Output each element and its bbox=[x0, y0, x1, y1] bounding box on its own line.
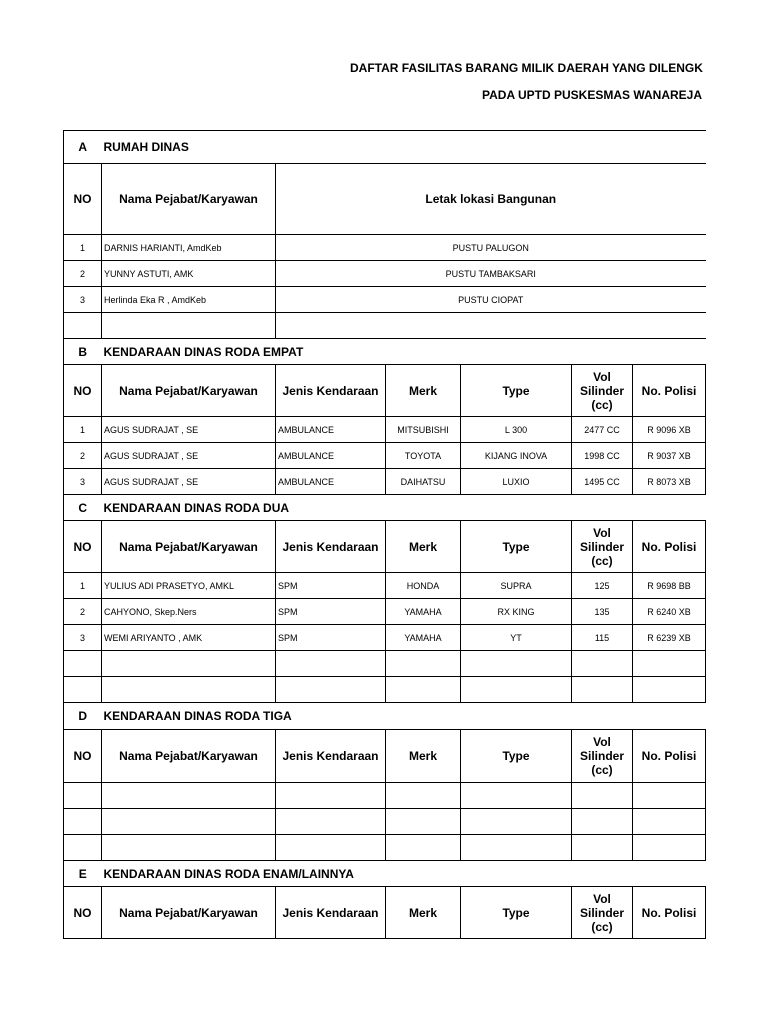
cell-merk: MITSUBISHI bbox=[386, 417, 461, 443]
cell-no: 1 bbox=[64, 235, 102, 261]
table-row-empty bbox=[64, 809, 706, 835]
column-header-row bbox=[64, 164, 706, 235]
section-code: B bbox=[64, 339, 102, 365]
cell-jenis: SPM bbox=[276, 573, 386, 599]
cell-nama: AGUS SUDRAJAT , SE bbox=[102, 443, 276, 469]
col-type: Type bbox=[461, 730, 572, 783]
col-jenis: Jenis Kendaraan bbox=[276, 365, 386, 417]
section-b-header bbox=[64, 339, 706, 365]
cell-vol: 2477 CC bbox=[572, 417, 633, 443]
cell-lokasi: PUSTU PALUGON bbox=[276, 235, 706, 261]
col-jenis: Jenis Kendaraan bbox=[276, 887, 386, 939]
cell-polisi: R 6240 XB bbox=[633, 599, 706, 625]
cell-vol: 1998 CC bbox=[572, 443, 633, 469]
col-vol: Vol Silinder (cc) bbox=[572, 365, 633, 417]
cell-polisi: R 8073 XB bbox=[633, 469, 706, 495]
col-nama: Nama Pejabat/Karyawan bbox=[102, 521, 276, 573]
cell-type: RX KING bbox=[461, 599, 572, 625]
cell-type: L 300 bbox=[461, 417, 572, 443]
cell-no: 2 bbox=[64, 443, 102, 469]
col-polisi: No. Polisi bbox=[633, 730, 706, 783]
cell-jenis: SPM bbox=[276, 625, 386, 651]
col-vol: Vol Silinder (cc) bbox=[572, 730, 633, 783]
col-jenis: Jenis Kendaraan bbox=[276, 521, 386, 573]
table-row bbox=[64, 573, 706, 599]
section-a-header bbox=[64, 131, 706, 164]
table-row bbox=[64, 625, 706, 651]
column-header-row bbox=[64, 887, 706, 939]
section-code: E bbox=[64, 861, 102, 887]
table-row-empty bbox=[64, 313, 706, 339]
cell-vol: 135 bbox=[572, 599, 633, 625]
cell-type: LUXIO bbox=[461, 469, 572, 495]
col-merk: Merk bbox=[386, 365, 461, 417]
cell-jenis: AMBULANCE bbox=[276, 469, 386, 495]
cell-polisi: R 9037 XB bbox=[633, 443, 706, 469]
cell-vol: 115 bbox=[572, 625, 633, 651]
cell-jenis: SPM bbox=[276, 599, 386, 625]
col-no: NO bbox=[64, 887, 102, 939]
section-code: D bbox=[64, 703, 102, 730]
table-row-empty bbox=[64, 783, 706, 809]
cell-nama: DARNIS HARIANTI, AmdKeb bbox=[102, 235, 276, 261]
table-row bbox=[64, 417, 706, 443]
col-nama: Nama Pejabat/Karyawan bbox=[102, 730, 276, 783]
col-no: NO bbox=[64, 521, 102, 573]
section-d-header bbox=[64, 703, 706, 730]
section-code: A bbox=[64, 131, 102, 164]
cell-merk: HONDA bbox=[386, 573, 461, 599]
cell-type: KIJANG INOVA bbox=[461, 443, 572, 469]
cell-merk: YAMAHA bbox=[386, 625, 461, 651]
cell-nama: YULIUS ADI PRASETYO, AMKL bbox=[102, 573, 276, 599]
cell-jenis: AMBULANCE bbox=[276, 417, 386, 443]
table-row bbox=[64, 443, 706, 469]
col-polisi: No. Polisi bbox=[633, 521, 706, 573]
col-vol: Vol Silinder (cc) bbox=[572, 521, 633, 573]
col-nama: Nama Pejabat/Karyawan bbox=[102, 365, 276, 417]
table-row bbox=[64, 235, 706, 261]
cell-type: YT bbox=[461, 625, 572, 651]
col-polisi: No. Polisi bbox=[633, 365, 706, 417]
cell-lokasi: PUSTU CIOPAT bbox=[276, 287, 706, 313]
cell-nama: Herlinda Eka R , AmdKeb bbox=[102, 287, 276, 313]
col-type: Type bbox=[461, 887, 572, 939]
cell-polisi: R 9096 XB bbox=[633, 417, 706, 443]
section-title: KENDARAAN DINAS RODA EMPAT bbox=[102, 339, 706, 365]
col-letak-lokasi: Letak lokasi Bangunan bbox=[276, 164, 706, 235]
cell-type: SUPRA bbox=[461, 573, 572, 599]
cell-merk: YAMAHA bbox=[386, 599, 461, 625]
section-title: RUMAH DINAS bbox=[102, 131, 706, 164]
cell-no: 1 bbox=[64, 417, 102, 443]
col-no: NO bbox=[64, 365, 102, 417]
cell-nama: WEMI ARIYANTO , AMK bbox=[102, 625, 276, 651]
cell-no: 2 bbox=[64, 261, 102, 287]
col-no: NO bbox=[64, 164, 102, 235]
table-row-empty bbox=[64, 677, 706, 703]
cell-nama: AGUS SUDRAJAT , SE bbox=[102, 469, 276, 495]
table-row bbox=[64, 287, 706, 313]
cell-merk: DAIHATSU bbox=[386, 469, 461, 495]
cell-no: 3 bbox=[64, 469, 102, 495]
cell-nama: AGUS SUDRAJAT , SE bbox=[102, 417, 276, 443]
document-subtitle: PADA UPTD PUSKESMAS WANAREJA bbox=[482, 88, 703, 102]
section-e-header bbox=[64, 861, 706, 887]
cell-nama: YUNNY ASTUTI, AMK bbox=[102, 261, 276, 287]
cell-vol: 125 bbox=[572, 573, 633, 599]
table-row bbox=[64, 469, 706, 495]
cell-vol: 1495 CC bbox=[572, 469, 633, 495]
column-header-row bbox=[64, 365, 706, 417]
column-header-row bbox=[64, 521, 706, 573]
facility-table bbox=[63, 130, 706, 939]
cell-no: 3 bbox=[64, 625, 102, 651]
cell-no: 1 bbox=[64, 573, 102, 599]
cell-no: 2 bbox=[64, 599, 102, 625]
col-merk: Merk bbox=[386, 730, 461, 783]
col-polisi: No. Polisi bbox=[633, 887, 706, 939]
cell-jenis: AMBULANCE bbox=[276, 443, 386, 469]
col-type: Type bbox=[461, 365, 572, 417]
col-merk: Merk bbox=[386, 887, 461, 939]
document-title: DAFTAR FASILITAS BARANG MILIK DAERAH YANG DILENGK bbox=[350, 61, 703, 75]
table-row-empty bbox=[64, 835, 706, 861]
section-title: KENDARAAN DINAS RODA DUA bbox=[102, 495, 706, 521]
cell-nama: CAHYONO, Skep.Ners bbox=[102, 599, 276, 625]
cell-polisi: R 6239 XB bbox=[633, 625, 706, 651]
table-row bbox=[64, 599, 706, 625]
column-header-row bbox=[64, 730, 706, 783]
table-row bbox=[64, 261, 706, 287]
cell-no: 3 bbox=[64, 287, 102, 313]
col-merk: Merk bbox=[386, 521, 461, 573]
section-title: KENDARAAN DINAS RODA TIGA bbox=[102, 703, 706, 730]
col-vol: Vol Silinder (cc) bbox=[572, 887, 633, 939]
cell-lokasi: PUSTU TAMBAKSARI bbox=[276, 261, 706, 287]
section-c-header bbox=[64, 495, 706, 521]
table-row-empty bbox=[64, 651, 706, 677]
col-no: NO bbox=[64, 730, 102, 783]
cell-polisi: R 9698 BB bbox=[633, 573, 706, 599]
col-jenis: Jenis Kendaraan bbox=[276, 730, 386, 783]
col-nama: Nama Pejabat/Karyawan bbox=[102, 164, 276, 235]
cell-merk: TOYOTA bbox=[386, 443, 461, 469]
col-type: Type bbox=[461, 521, 572, 573]
section-title: KENDARAAN DINAS RODA ENAM/LAINNYA bbox=[102, 861, 706, 887]
col-nama: Nama Pejabat/Karyawan bbox=[102, 887, 276, 939]
section-code: C bbox=[64, 495, 102, 521]
